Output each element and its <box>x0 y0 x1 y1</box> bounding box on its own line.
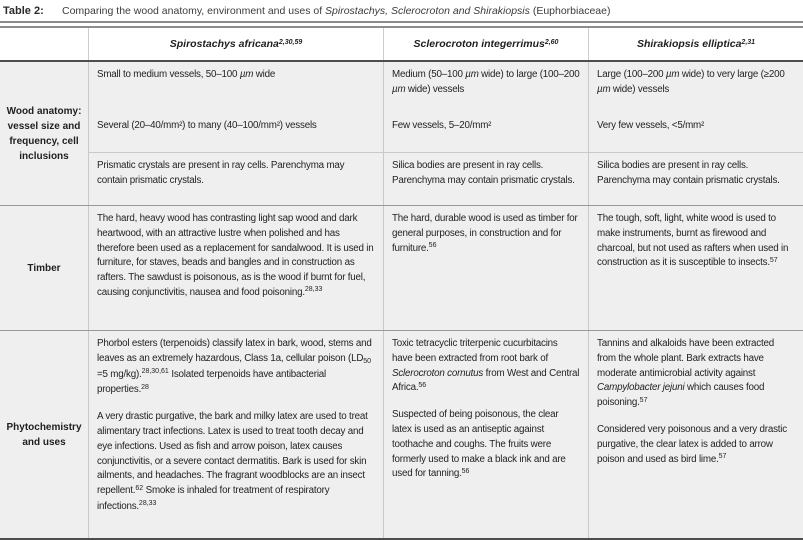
text-run: Suspected of being poisonous, the clear latex is used as an antiseptic against toothache and coughs. The fruits were formerly used to make a black ink and are used for tanning. <box>392 409 566 480</box>
text-run: Few vessels, 5–20/mm² <box>392 120 492 131</box>
text-run: Tannins and alkaloids have been extracted from the whole plant. Bark extracts have moderate antimicrobial activity against <box>597 338 774 379</box>
table-header-row <box>0 28 803 62</box>
text-run: A very drastic purgative, the bark and milky latex are used to treat alimentary tract infections. Latex is used to treat tooth decay and eye infections. Used as fish and arrow poison, latex causes conjunctivitis, or a severe contact dermatitis. Bark is used for skin ailments, and headaches. The fragrant woodblocks are an insect repellent. <box>97 411 368 497</box>
table-cell <box>588 206 803 330</box>
table-row <box>89 152 803 205</box>
table-row <box>89 331 803 538</box>
row-group-label: Phytochemistry and uses <box>6 421 82 448</box>
reference-superscript: 28,30,61 <box>141 368 169 376</box>
text-run: Several (20–40/mm²) to many (40–100/mm²) vessels <box>97 120 317 131</box>
italic-text: µm <box>597 83 611 95</box>
cell-paragraph <box>392 159 580 189</box>
reference-superscript: 28,33 <box>304 286 323 294</box>
italic-text: Sclerocroton integerrimus <box>413 38 545 50</box>
cell-paragraph <box>97 410 375 516</box>
table-caption-bar <box>0 0 803 21</box>
cell-paragraph <box>597 423 795 468</box>
cell-paragraph <box>392 119 580 134</box>
cell-paragraph <box>392 408 580 483</box>
table-cell <box>89 153 383 205</box>
text-run: =5 mg/kg). <box>97 368 142 380</box>
text-run: from West and Central Africa. <box>392 367 580 394</box>
row-group-label: Wood anatomy: vessel size and frequency, cell inclusions <box>6 105 82 162</box>
reference-superscript: 2,60 <box>544 39 559 46</box>
row-group <box>0 330 803 540</box>
text-run: Smoke is inhaled for treatment of respiratory infections. <box>97 485 330 512</box>
table-row <box>89 206 803 330</box>
text-run: Medium (50–100 <box>392 69 466 80</box>
cell-paragraph <box>597 159 795 189</box>
table-cell <box>383 331 588 538</box>
text-run: The hard, durable wood is used as timber for general purposes, in construction and for furniture. <box>392 213 578 254</box>
table-cell <box>383 62 588 152</box>
table-number: Table 2: <box>3 4 44 17</box>
row-group-content <box>88 206 803 330</box>
italic-text: µm <box>465 69 479 80</box>
cell-paragraph <box>97 337 375 399</box>
table-cell <box>383 153 588 205</box>
text-run: wide <box>253 69 276 80</box>
row-group <box>0 62 803 205</box>
text-run: Large (100–200 <box>597 69 666 80</box>
reference-superscript: 62 <box>135 484 144 492</box>
italic-text: Campylobacter jejuni <box>597 382 685 394</box>
reference-superscript: 57 <box>769 256 778 264</box>
reference-superscript: 56 <box>418 381 427 389</box>
text-run: Isolated terpenoids have antibacterial properties. <box>97 368 327 396</box>
reference-superscript: 2,30,59 <box>278 39 303 46</box>
text-run: Toxic tetracyclic triterpenic cucurbitacins have been extracted from root bark of <box>392 338 558 364</box>
species-column-header <box>383 28 588 60</box>
cell-paragraph <box>97 212 375 302</box>
text-run: which causes food poisoning. <box>597 382 765 409</box>
reference-superscript: 56 <box>428 242 437 250</box>
reference-superscript: 56 <box>461 467 470 475</box>
italic-text: µm <box>392 83 406 95</box>
table-cell <box>89 206 383 330</box>
text-run: 50 <box>363 358 372 366</box>
reference-superscript: 57 <box>639 396 648 404</box>
italic-text: Spirostachys africana <box>169 38 279 50</box>
italic-text: µm <box>665 69 680 80</box>
cell-paragraph <box>597 212 795 272</box>
cell-paragraph <box>97 119 375 134</box>
row-group-content <box>88 331 803 538</box>
row-group <box>0 205 803 330</box>
text-run: Considered very poisonous and a very drastic purgative, the clear latex is added to arrow poison and used as bird lime. <box>597 423 787 465</box>
species-name <box>170 38 303 50</box>
cell-paragraph <box>597 337 795 412</box>
text-run: The hard, heavy wood has contrasting light sap wood and dark heartwood, with an attractive lustre when polished and has therefore been used as a replacement for sandalwood. It is used in furniture, for staves, beads and bangles and in construction as rafters. The sawdust is poisonous, as is the wood if burnt for fuel, causing conjunctivitis, nausea and food poisoning. <box>97 213 374 298</box>
text-run: wide) to very large (≥200 <box>679 69 785 80</box>
text-run: Comparing the wood anatomy, environment and uses of <box>62 4 326 17</box>
reference-superscript: 57 <box>718 453 727 461</box>
reference-superscript: 28 <box>141 383 149 391</box>
header-empty-cell <box>0 28 88 60</box>
cell-paragraph <box>392 68 580 98</box>
table-cell <box>383 206 588 330</box>
text-run: Very few vessels, <5/mm² <box>597 120 705 131</box>
text-run: wide) vessels <box>405 83 465 95</box>
table-body <box>0 62 803 540</box>
table-cell <box>89 62 383 152</box>
italic-text: Spirostachys, Sclerocroton and Shirakiopsis <box>325 4 530 17</box>
text-run: Silica bodies are present in ray cells. Parenchyma may contain prismatic crystals. <box>597 160 780 186</box>
table-caption-text <box>62 5 610 17</box>
reference-superscript: 28,33 <box>138 500 157 508</box>
row-group-label: Timber <box>27 262 61 274</box>
table-row <box>89 62 803 152</box>
cell-paragraph <box>392 337 580 397</box>
comparison-table <box>0 28 803 540</box>
species-name <box>637 38 755 50</box>
text-run: wide) to large (100–200 <box>478 69 580 80</box>
text-run: The tough, soft, light, white wood is used to make instruments, burnt as firewood and charcoal, but not used as rafters when used in construction as it is susceptible to insects. <box>597 213 789 269</box>
cell-paragraph <box>97 68 375 83</box>
cell-paragraph <box>597 68 795 98</box>
text-run: Silica bodies are present in ray cells. Parenchyma may contain prismatic crystals. <box>392 160 575 186</box>
species-column-header <box>88 28 383 60</box>
table-cell <box>588 331 803 538</box>
cell-paragraph <box>597 119 795 134</box>
cell-paragraph <box>97 159 375 189</box>
species-name <box>414 38 559 50</box>
species-column-header <box>588 28 803 60</box>
reference-superscript: 2,31 <box>741 39 756 46</box>
italic-text: Sclerocroton cornutus <box>392 367 484 379</box>
row-group-content <box>88 62 803 205</box>
text-run: Small to medium vessels, 50–100 <box>97 69 240 80</box>
table-cell <box>588 153 803 205</box>
cell-paragraph <box>392 212 580 257</box>
text-run: Phorbol esters (terpenoids) classify latex in bark, wood, stems and leaves as an extremely hazardous, Class 1a, cellular poison (LD <box>97 338 372 364</box>
table-cell <box>89 331 383 538</box>
title-divider-rule <box>0 21 803 28</box>
text-run: wide) vessels <box>610 83 670 95</box>
text-run: Prismatic crystals are present in ray cells. Parenchyma may contain prismatic crystals. <box>97 160 345 186</box>
text-run: (Euphorbiaceae) <box>529 4 611 17</box>
italic-text: µm <box>239 69 254 80</box>
italic-text: Shirakiopsis elliptica <box>636 38 742 50</box>
table-cell <box>588 62 803 152</box>
